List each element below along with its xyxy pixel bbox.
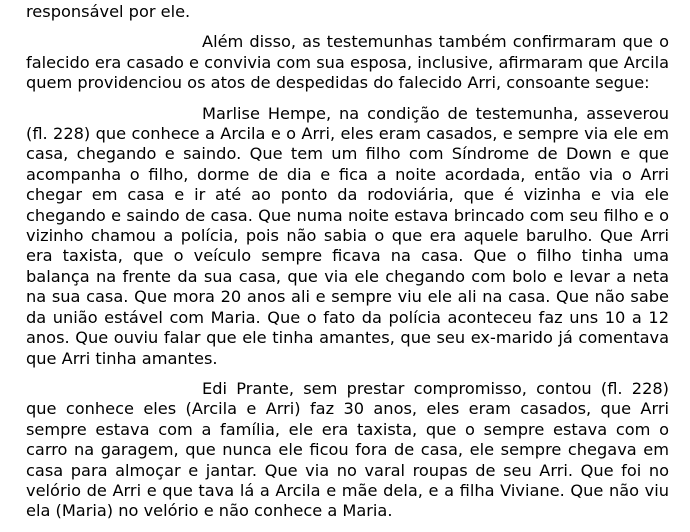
paragraph-testimony-marlise-hempe: Marlise Hempe, na condição de testemunha, asseverou (fl. 228) que conhece a Arcila e o Arri, eles eram casados, e sempre via ele em casa, chegando e saindo. Que tem um filho com Síndrome de Down e que acompanha o filho, dorme de dia e fica a noite acordada, então via o Arri chegar em casa e ir até ao ponto da rodoviária, que é vizinha e via ele chegando e saindo de casa. Que numa noite estava brincado com seu filho e o vizinho chamou a polícia, pois não sabia o que era aquele barulho. Que Arri era taxista, que o veículo sempre ficava na casa. Que o filho tinha uma balança na frente da sua casa, que via ele chegando com bolo e levar a neta na sua casa. Que mora 20 anos ali e sempre viu ele ali na casa. Que não sabe da união estável com Maria. Que o fato da polícia aconteceu faz uns 10 a 12 anos. Que ouviu falar que ele tinha amantes, que seu ex-marido já comentava que Arri tinha amantes. — [26, 103, 669, 368]
paragraph-testimony-edi-prante: Edi Prante, sem prestar compromisso, contou (fl. 228) que conhece eles (Arcila e Arri) faz 30 anos, eles eram casados, que Arri sempre estava com a família, ele era taxista, que o sempre estava com o carro na garagem, que nunca ele ficou fora de casa, ele sempre chegava em casa para almoçar e jantar. Que via no varal roupas de seu Arri. Que foi no velório de Arri e que tava lá a Arcila e mãe dela, e a filha Viviane. Que não viu ela (Maria) no velório e não conhece a Maria. — [26, 378, 669, 521]
paragraph-continuation: responsável por ele. — [26, 2, 191, 21]
paragraph-intro-testimony: Além disso, as testemunhas também confirmaram que o falecido era casado e convivia com sua esposa, inclusive, afirmaram que Arcila quem providenciou os atos de despedidas do falecido Arri, consoante segue: — [26, 32, 669, 93]
document-page — [26, 2, 669, 532]
